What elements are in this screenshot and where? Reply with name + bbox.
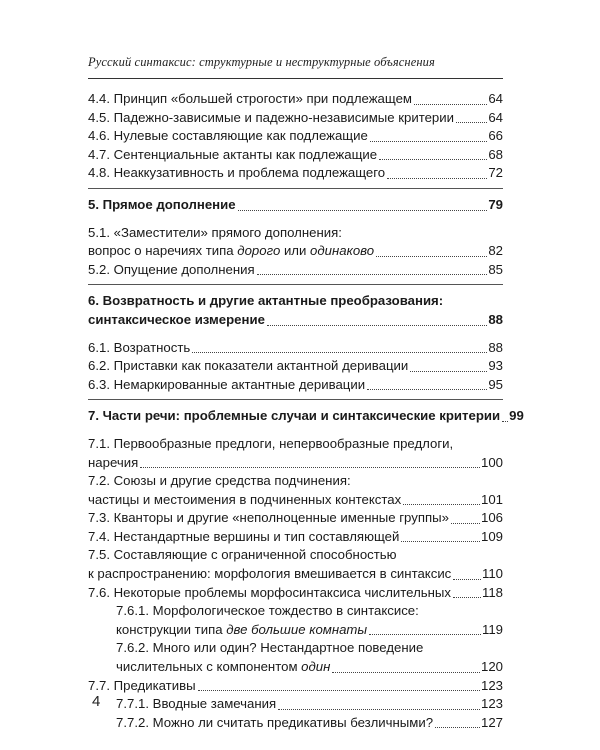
toc-subentry[interactable] — [88, 658, 503, 677]
toc-entry[interactable] — [88, 339, 503, 358]
toc-leader-dots — [267, 325, 487, 326]
toc-chapter-title: 5. Прямое дополнение — [88, 196, 236, 212]
toc-leader-dots — [238, 210, 488, 211]
toc-entry[interactable] — [88, 528, 503, 547]
toc-entry-title: 4.6. Нулевые составляющие как подлежащие — [88, 128, 368, 144]
toc-entry-page: 68 — [488, 146, 503, 162]
toc-entry[interactable] — [88, 146, 503, 165]
toc-entry-title: 7.6. Некоторые проблемы морфосинтаксиса числительных — [88, 584, 451, 600]
toc-entry-title: 4.4. Принцип «большей строгости» при подлежащем — [88, 91, 412, 106]
toc-entry-title: 7.7.2. Можно ли считать предикативы безличными? — [116, 714, 434, 730]
toc-leader-dots — [453, 597, 481, 598]
toc-leader-dots — [257, 274, 488, 275]
toc-subentry[interactable] — [88, 621, 503, 640]
toc-chapter-title: синтаксическое измерение — [88, 311, 265, 327]
toc-subentry[interactable] — [88, 639, 503, 658]
toc-entry-page: 109 — [480, 528, 503, 544]
toc-entry[interactable] — [88, 90, 503, 109]
toc-entry[interactable] — [88, 491, 503, 510]
toc-entry[interactable] — [88, 454, 503, 473]
toc-entry-page: 93 — [488, 358, 503, 374]
toc-entry[interactable] — [88, 546, 503, 565]
toc-entry[interactable] — [88, 435, 503, 454]
toc-entry[interactable] — [88, 376, 503, 395]
toc-chapter[interactable] — [88, 407, 524, 426]
toc-entry-title: 7.6.1. Морфологическое тождество в синтаксисе: — [116, 603, 419, 619]
toc-entry-page: 82 — [488, 243, 503, 259]
toc-entry-title: 5.2. Опущение дополнения — [88, 261, 255, 277]
toc-entry-page: 64 — [488, 109, 503, 125]
toc-subentry[interactable] — [88, 695, 503, 714]
toc-entry[interactable] — [88, 677, 503, 696]
toc-entry-page: 118 — [481, 584, 503, 600]
toc-entry[interactable] — [88, 565, 503, 584]
running-header: Русский синтаксис: структурные и неструктурные объяснения — [88, 55, 435, 69]
toc-entry-title: 7.6.2. Много или один? Нестандартное поведение — [116, 640, 424, 656]
toc-entry[interactable] — [88, 242, 503, 261]
toc-entry-title: 4.8. Неаккузативность и проблема подлежащего — [88, 165, 386, 181]
toc-entry-page: 66 — [488, 128, 503, 144]
toc-leader-dots — [456, 122, 487, 123]
section-divider — [88, 399, 503, 400]
toc-leader-dots — [387, 178, 487, 179]
toc-leader-dots — [140, 467, 480, 468]
table-of-contents — [88, 90, 524, 732]
toc-entry-page: 85 — [488, 261, 503, 277]
toc-leader-dots — [332, 672, 480, 673]
toc-entry-page: 106 — [480, 510, 503, 526]
toc-chapter-title: 7. Части речи: проблемные случаи и синтаксические критерии — [88, 408, 501, 424]
toc-entry-page: 119 — [481, 621, 503, 637]
toc-entry[interactable] — [88, 164, 503, 183]
toc-leader-dots — [376, 256, 487, 257]
toc-entry[interactable] — [88, 261, 503, 280]
toc-entry-title: числительных с компонентом один — [116, 659, 331, 675]
toc-entry-title: 7.7. Предикативы — [88, 677, 196, 693]
toc-entry-title: 6.1. Возратность — [88, 339, 191, 355]
toc-entry-page: 110 — [481, 566, 503, 582]
toc-leader-dots — [198, 690, 480, 691]
page-number: 4 — [92, 693, 101, 710]
toc-entry-title: конструкции типа две большие комнаты — [116, 621, 368, 637]
toc-leader-dots — [278, 709, 480, 710]
toc-leader-dots — [370, 141, 487, 142]
toc-entry[interactable] — [88, 357, 503, 376]
toc-subentry[interactable] — [88, 714, 503, 733]
toc-chapter-title: 6. Возвратность и другие актантные преобразования: — [88, 293, 444, 309]
toc-entry-title: к распространению: морфология вмешивается в синтаксис — [88, 566, 452, 582]
section-divider — [88, 188, 503, 189]
toc-entry-title: 6.3. Немаркированные актантные деривации — [88, 376, 366, 392]
toc-entry-title: 5.1. «Заместители» прямого дополнения: — [88, 224, 342, 240]
toc-entry-page: 64 — [488, 91, 503, 106]
toc-entry[interactable] — [88, 584, 503, 603]
toc-entry-title: 4.7. Сентенциальные актанты как подлежащие — [88, 146, 378, 162]
toc-entry-page: 100 — [480, 454, 503, 470]
toc-entry-page: 123 — [480, 696, 503, 712]
toc-subentry[interactable] — [88, 602, 503, 621]
toc-entry[interactable] — [88, 472, 503, 491]
toc-entry-title: частицы и местоимения в подчиненных контекстах — [88, 491, 402, 507]
toc-entry[interactable] — [88, 109, 503, 128]
toc-chapter[interactable] — [88, 196, 503, 215]
toc-leader-dots — [414, 104, 487, 105]
toc-entry-page: 127 — [480, 714, 503, 730]
toc-entry-page: 79 — [488, 196, 503, 212]
toc-leader-dots — [401, 541, 480, 542]
toc-entry-title: 7.5. Составляющие с ограниченной способностью — [88, 547, 397, 563]
toc-entry-title: 7.1. Первообразные предлоги, непервообразные предлоги, — [88, 435, 454, 451]
toc-entry-page: 95 — [488, 376, 503, 392]
toc-leader-dots — [451, 523, 480, 524]
toc-entry-title: наречия — [88, 454, 139, 470]
toc-entry-page: 88 — [488, 311, 503, 327]
header-rule — [88, 78, 503, 79]
toc-leader-dots — [453, 579, 481, 580]
toc-entry-title: 6.2. Приставки как показатели актантной деривации — [88, 358, 409, 374]
toc-entry[interactable] — [88, 127, 503, 146]
toc-leader-dots — [379, 159, 487, 160]
toc-entry-title: 7.3. Кванторы и другие «неполноценные именные группы» — [88, 510, 449, 526]
toc-entry-page: 72 — [488, 165, 503, 181]
toc-chapter[interactable] — [88, 292, 503, 311]
toc-entry-title: 7.2. Союзы и другие средства подчинения: — [88, 473, 351, 489]
toc-leader-dots — [367, 389, 487, 390]
toc-entry-page: 123 — [480, 677, 503, 693]
toc-entry-page: 88 — [488, 339, 503, 355]
toc-leader-dots — [369, 634, 481, 635]
toc-leader-dots — [502, 421, 508, 422]
toc-entry-title: 7.7.1. Вводные замечания — [116, 696, 277, 712]
toc-entry[interactable] — [88, 509, 503, 528]
toc-entry-title: вопрос о наречиях типа дорого или одинаково — [88, 243, 375, 259]
section-divider — [88, 284, 503, 285]
toc-entry-page: 120 — [480, 659, 503, 675]
toc-entry[interactable] — [88, 224, 503, 243]
toc-entry-page: 101 — [480, 491, 503, 507]
toc-entry-title: 4.5. Падежно-зависимые и падежно-независимые критерии — [88, 109, 455, 125]
toc-entry-title: 7.4. Нестандартные вершины и тип составляющей — [88, 528, 400, 544]
toc-entry-page: 99 — [509, 408, 524, 424]
toc-leader-dots — [410, 371, 487, 372]
toc-leader-dots — [403, 504, 480, 505]
toc-leader-dots — [435, 727, 480, 728]
toc-leader-dots — [192, 352, 487, 353]
toc-chapter[interactable] — [88, 311, 503, 330]
